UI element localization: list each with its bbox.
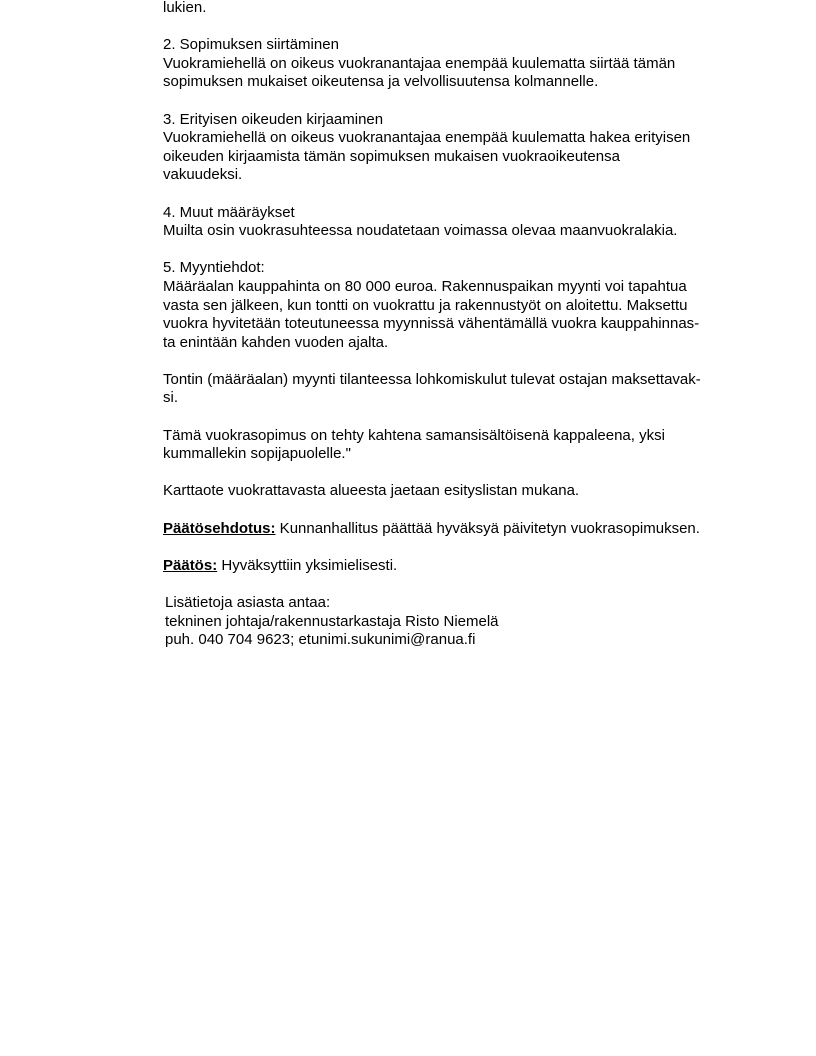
contact-title: Lisätietoja asiasta antaa: (165, 594, 331, 611)
document-page (163, 0, 743, 650)
decision-label: Päätös: (163, 556, 218, 574)
proposal-text: Kunnanhallitus päättää hyväksyä päivitetyn vuokrasopimuksen. (275, 519, 700, 537)
section-text: oikeuden kirjaamista tämän sopimuksen mukaisen vuokraoikeutensa (163, 147, 620, 165)
intro-end-text: lukien. (163, 0, 207, 16)
section-text: vakuudeksi. (163, 166, 243, 184)
contact-info (163, 594, 743, 650)
spacer (163, 185, 743, 204)
contact-person: tekninen johtaja/rakennustarkastaja Risto Niemelä (165, 612, 499, 630)
map-note: Karttaote vuokrattavasta alueesta jaetaan esityslistan mukana. (163, 482, 580, 500)
section-heading: 4. Muut määräykset (163, 203, 295, 221)
paragraph-text: si. (163, 389, 178, 407)
spacer (163, 18, 743, 37)
paragraph-text: Tontin (määräalan) myynti tilanteessa lohkomiskulut tulevat ostajan maksettavak- (163, 370, 701, 388)
decision (163, 557, 743, 576)
contact-phone-email: puh. 040 704 9623; etunimi.sukunimi@ranua.fi (165, 631, 476, 649)
section-text: Vuokramiehellä on oikeus vuokranantajaa enempää kuulematta hakea erityisen (163, 129, 691, 147)
paragraph-text: Tämä vuokrasopimus on tehty kahtena samansisältöisenä kappaleena, yksi (163, 426, 665, 444)
section-transfer (163, 36, 743, 92)
spacer (163, 408, 743, 427)
section-text: vasta sen jälkeen, kun tontti on vuokrattu ja rakennustyöt on aloitettu. Maksettu (163, 296, 688, 314)
proposal (163, 520, 743, 539)
section-text: ta enintään kahden vuoden ajalta. (163, 333, 389, 351)
tontin-paragraph (163, 371, 743, 408)
section-sale-terms (163, 259, 743, 352)
spacer (163, 352, 743, 371)
section-text: sopimuksen mukaiset oikeutensa ja velvollisuutensa kolmannelle. (163, 73, 599, 91)
paragraph-text: kummallekin sopijapuolelle." (163, 445, 351, 463)
section-text: vuokra hyvitetään toteutuneessa myynnissä vähentämällä vuokra kauppahinnas- (163, 315, 700, 333)
decision-text: Hyväksyttiin yksimielisesti. (217, 556, 398, 574)
proposal-label: Päätösehdotus: (163, 519, 276, 537)
section-heading: 3. Erityisen oikeuden kirjaaminen (163, 110, 384, 128)
section-special-right (163, 111, 743, 185)
section-text: Määräalan kauppahinta on 80 000 euroa. Rakennuspaikan myynti voi tapahtua (163, 277, 687, 295)
spacer (163, 241, 743, 260)
copies-paragraph (163, 427, 743, 464)
section-text: Muilta osin vuokrasuhteessa noudatetaan voimassa olevaa maanvuokralakia. (163, 222, 678, 240)
spacer (163, 575, 743, 594)
spacer (163, 92, 743, 111)
section-heading: 5. Myyntiehdot: (163, 259, 265, 277)
spacer (163, 538, 743, 557)
section-heading: 2. Sopimuksen siirtäminen (163, 36, 339, 54)
spacer (163, 501, 743, 520)
section-other-provisions (163, 204, 743, 241)
spacer (163, 464, 743, 483)
section-text: Vuokramiehellä on oikeus vuokranantajaa enempää kuulematta siirtää tämän (163, 54, 676, 72)
